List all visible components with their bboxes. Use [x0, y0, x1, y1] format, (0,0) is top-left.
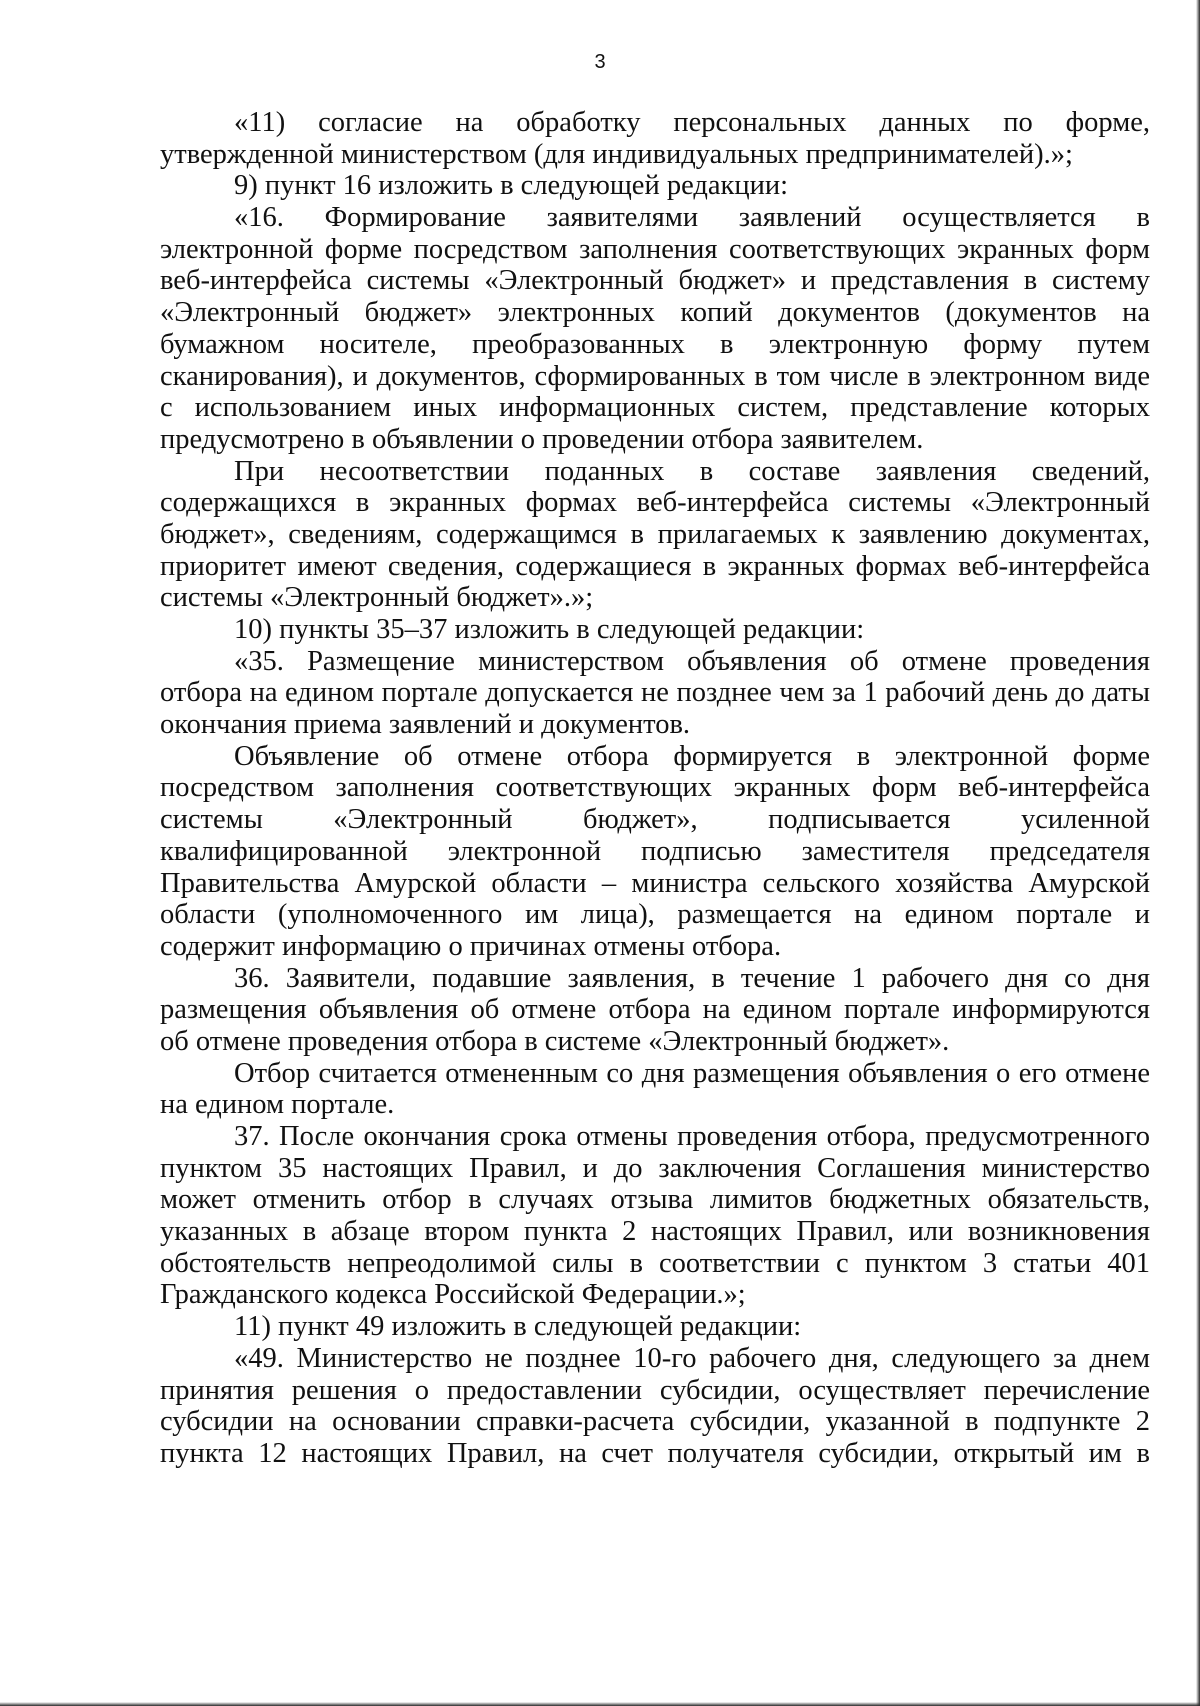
- text-line: 9) пункт 16 изложить в следующей редакции:: [234, 170, 789, 202]
- text-line: «49. Министерство не позднее 10-го рабочего дня, следующего за днем: [234, 1342, 1150, 1374]
- text-line: веб-интерфейса системы «Электронный бюджет» и представления в систему: [160, 265, 1150, 297]
- text-line: области (уполномоченного им лица), размещается на едином портале и: [160, 899, 1150, 931]
- text-line: 37. После окончания срока отмены проведения отбора, предусмотренного: [234, 1121, 1150, 1152]
- text-line: пунктом 35 настоящих Правил, и до заключения Соглашения министерство: [160, 1152, 1150, 1184]
- text-line: на едином портале.: [160, 1089, 395, 1121]
- text-line: При несоответствии поданных в составе заявления сведений,: [234, 455, 1150, 487]
- text-line: субсидии на основании справки-расчета субсидии, указанной в подпункте 2: [160, 1406, 1150, 1438]
- text-line: содержащихся в экранных формах веб-интерфейса системы «Электронный: [160, 487, 1150, 519]
- text-line: размещения объявления об отмене отбора на едином портале информируются: [160, 994, 1150, 1026]
- text-line: бюджет», сведениям, содержащимся в прилагаемых к заявлению документах,: [160, 518, 1150, 550]
- text-line: 10) пункты 35–37 изложить в следующей редакции:: [234, 614, 865, 645]
- page-number: 3: [594, 51, 606, 73]
- text-line: системы «Электронный бюджет».»;: [160, 582, 594, 614]
- text-line: «35. Размещение министерством объявления об отмене проведения: [234, 645, 1150, 677]
- text-line: Правительства Амурской области – министра сельского хозяйства Амурской: [160, 867, 1150, 899]
- text-line: Объявление об отмене отбора формируется в электронной форме: [234, 740, 1150, 772]
- text-line: утвержденной министерством (для индивидуальных предпринимателей).»;: [160, 138, 1073, 170]
- text-line: бумажном носителе, преобразованных в электронную форму путем: [160, 328, 1150, 360]
- text-line: окончания приема заявлений и документов.: [160, 709, 691, 741]
- text-line: квалифицированной электронной подписью заместителя председателя: [160, 835, 1150, 867]
- text-line: с использованием иных информационных систем, представление которых: [160, 392, 1150, 424]
- text-line: «16. Формирование заявителями заявлений осуществляется в: [234, 202, 1150, 234]
- text-line: «Электронный бюджет» электронных копий документов (документов на: [160, 297, 1150, 329]
- text-line: содержит информацию о причинах отмены отбора.: [160, 930, 782, 962]
- text-line: сканирования), и документов, сформированных в том числе в электронном виде: [160, 360, 1150, 392]
- text-line: Отбор считается отмененным со дня размещения объявления о его отмене: [234, 1057, 1150, 1089]
- text-line: «11) согласие на обработку персональных данных по форме,: [234, 107, 1150, 138]
- text-line: Гражданского кодекса Российской Федерации.»;: [160, 1279, 746, 1311]
- text-line: 11) пункт 49 изложить в следующей редакции:: [234, 1311, 802, 1343]
- text-line: принятия решения о предоставлении субсидии, осуществляет перечисление: [160, 1374, 1150, 1406]
- text-line: посредством заполнения соответствующих экранных форм веб-интерфейса: [160, 772, 1150, 804]
- scan-edge-bottom: [0, 1702, 1200, 1706]
- text-line: обстоятельств непреодолимой силы в соответствии с пунктом 3 статьи 401: [160, 1247, 1150, 1279]
- text-line: об отмене проведения отбора в системе «Электронный бюджет».: [160, 1025, 950, 1057]
- text-line: может отменить отбор в случаях отзыва лимитов бюджетных обязательств,: [160, 1184, 1150, 1216]
- document-body: [160, 107, 1150, 1470]
- text-line: системы «Электронный бюджет», подписывается усиленной: [160, 804, 1150, 836]
- scan-edge-right: [1196, 0, 1200, 1706]
- text-line: пункта 12 настоящих Правил, на счет получателя субсидии, открытый им в: [160, 1437, 1150, 1469]
- text-line: отбора на едином портале допускается не позднее чем за 1 рабочий день до даты: [160, 677, 1150, 709]
- text-line: предусмотрено в объявлении о проведении отбора заявителем.: [160, 423, 924, 455]
- text-line: электронной форме посредством заполнения соответствующих экранных форм: [160, 233, 1150, 265]
- text-line: приоритет имеют сведения, содержащиеся в экранных формах веб-интерфейса: [160, 550, 1150, 582]
- text-line: указанных в абзаце втором пункта 2 настоящих Правил, или возникновения: [160, 1216, 1150, 1248]
- text-line: 36. Заявители, подавшие заявления, в течение 1 рабочего дня со дня: [234, 962, 1150, 994]
